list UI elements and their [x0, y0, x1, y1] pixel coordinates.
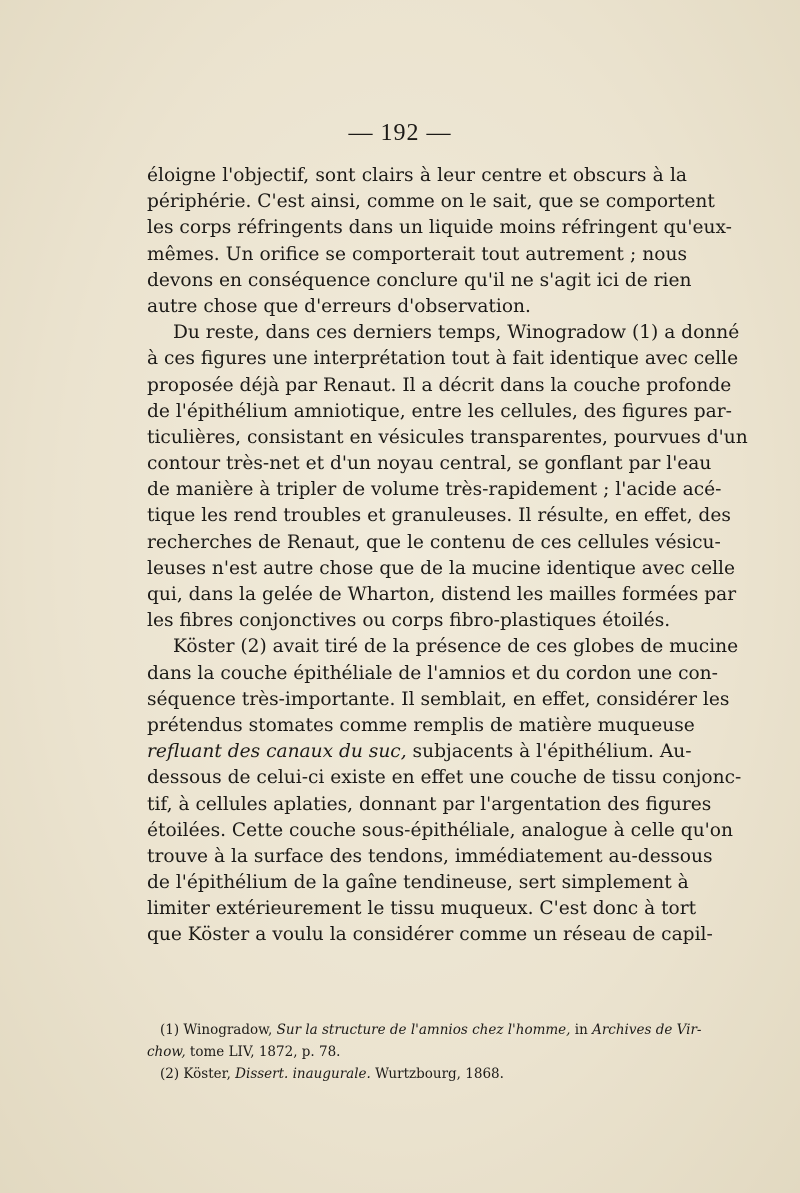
text-line: recherches de Renaut, que le contenu de ces cellules vésicu- [147, 531, 721, 553]
text-line: que Köster a voulu la considérer comme un réseau de capil- [147, 924, 713, 946]
footnotes [147, 1019, 702, 1085]
footnote-2-citation: Wurtzbourg, 1868. [370, 1066, 504, 1082]
text-line: qui, dans la gelée de Wharton, distend les mailles formées par [147, 584, 737, 605]
text-line: de l'épithélium amniotique, entre les cellules, des figures par- [147, 400, 732, 422]
text-line: tique les rend troubles et granuleuses. Il résulte, en effet, des [147, 505, 731, 527]
footnote-1-line-1 [147, 1019, 702, 1041]
footnote-1-line-2 [147, 1041, 693, 1063]
footnote-1-journal: Archives de Vir- [592, 1022, 702, 1038]
text-line: contour très-net et d'un noyau central, se gonflant par l'eau [147, 453, 712, 475]
footnote-1-title: Sur la structure de l'amnios chez l'homme, [276, 1022, 571, 1038]
text-line: éloigne l'objectif, sont clairs à leur centre et obscurs à la [147, 165, 687, 186]
text-line: de manière à tripler de volume très-rapidement ; l'acide acé- [147, 479, 722, 501]
text-line: proposée déjà par Renaut. Il a décrit dans la couche profonde [147, 374, 732, 396]
text-line: étoilées. Cette couche sous-épithéliale, analogue à celle qu'on [147, 819, 733, 841]
text-line: les corps réfringents dans un liquide moins réfringent qu'eux- [147, 217, 732, 239]
text-line: mêmes. Un orifice se comporterait tout autrement ; nous [147, 243, 687, 265]
footnote-1-author: (1) Winogradow, [160, 1022, 277, 1038]
text-line: leuses n'est autre chose que de la mucine identique avec celle [147, 557, 735, 579]
text-line: prétendus stomates comme remplis de matière muqueuse [147, 714, 695, 736]
text-line: dans la couche épithéliale de l'amnios et du cordon une con- [147, 662, 718, 684]
text-line: ticulières, consistant en vésicules transparentes, pourvues d'un [147, 426, 748, 448]
footnote-2 [147, 1063, 693, 1085]
page-number: — 192 — [348, 120, 452, 146]
text-line: autre chose que d'erreurs d'observation. [147, 295, 531, 317]
text-line [147, 739, 692, 765]
text-line: de l'épithélium de la gaîne tendineuse, sert simplement à [147, 872, 689, 894]
text-line: Köster (2) avait tiré de la présence de ces globes de mucine [173, 636, 739, 658]
body-text [147, 163, 748, 949]
text-line: à ces figures une interprétation tout à fait identique avec celle [147, 348, 739, 370]
footnote-1-journal-end: chow, [147, 1044, 186, 1060]
footnote-2-title: Dissert. inaugurale. [235, 1066, 371, 1082]
footnote-2-author: (2) Köster, [160, 1066, 236, 1082]
line-rest: subjacents à l'épithélium. Au- [406, 741, 692, 763]
text-line: limiter extérieurement le tissu muqueux. C'est donc à tort [147, 898, 697, 920]
italic-phrase: refluant des canaux du suc, [147, 741, 407, 763]
text-line: les fibres conjonctives ou corps fibro-plastiques étoilés. [147, 610, 671, 632]
text-line: dessous de celui-ci existe en effet une couche de tissu conjonc- [147, 767, 742, 789]
text-line: Du reste, dans ces derniers temps, Winogradow (1) a donné [173, 322, 740, 344]
footnote-1-connector: in [570, 1022, 593, 1038]
text-line: devons en conséquence conclure qu'il ne s'agit ici de rien [147, 269, 692, 291]
footnote-1-citation: tome LIV, 1872, p. 78. [185, 1044, 341, 1060]
text-line: tif, à cellules aplaties, donnant par l'argentation des figures [147, 793, 712, 815]
text-line: séquence très-importante. Il semblait, en effet, considérer les [147, 688, 730, 710]
text-line: trouve à la surface des tendons, immédiatement au-dessous [147, 845, 713, 867]
text-line: périphérie. C'est ainsi, comme on le sait, que se comportent [147, 191, 715, 213]
